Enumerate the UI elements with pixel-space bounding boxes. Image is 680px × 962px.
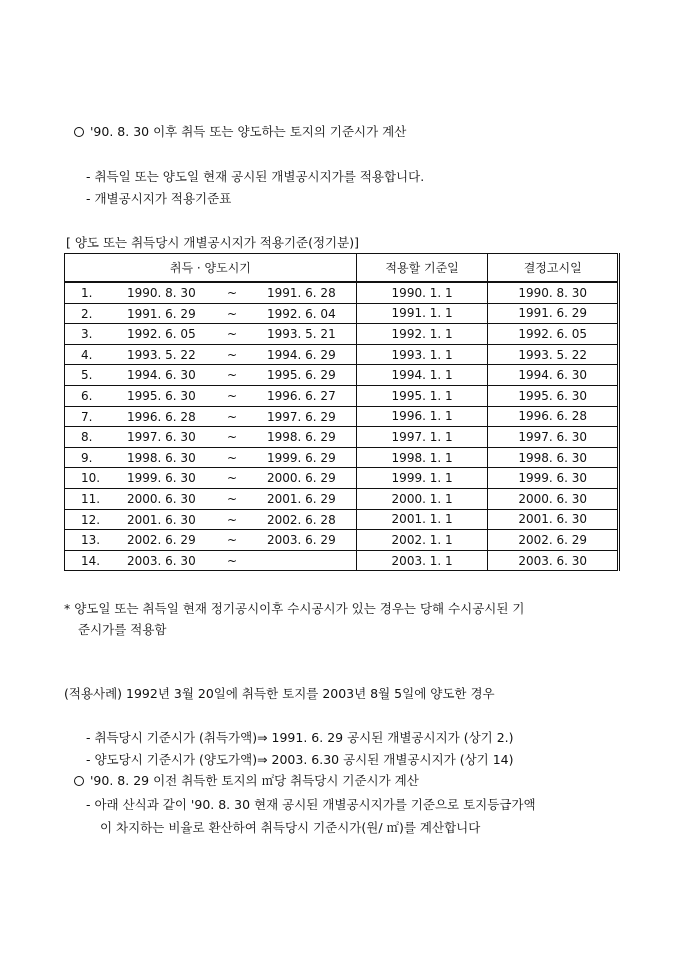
table-row xyxy=(65,468,619,489)
period-cell xyxy=(65,509,357,530)
table-row xyxy=(65,385,619,406)
period-to: 1993. 5. 21 xyxy=(267,327,336,342)
period-to: 1998. 6. 29 xyxy=(267,430,336,445)
period-from: 1997. 6. 30 xyxy=(127,430,196,445)
base-date-cell: 1997. 1. 1 xyxy=(356,427,488,448)
period-from: 1992. 6. 05 xyxy=(127,327,196,342)
period-cell xyxy=(65,385,357,406)
base-date-cell: 1995. 1. 1 xyxy=(356,385,488,406)
row-number: 14. xyxy=(81,553,101,568)
period-separator: ~ xyxy=(227,327,238,342)
header-base-date: 적용할 기준일 xyxy=(356,254,488,283)
period-from: 1996. 6. 28 xyxy=(127,409,196,424)
base-date-cell: 1996. 1. 1 xyxy=(356,406,488,427)
period-separator: ~ xyxy=(227,533,238,548)
base-date-cell: 1991. 1. 1 xyxy=(356,303,488,324)
official-land-price-table xyxy=(64,253,620,571)
section1-heading: '90. 8. 30 이후 취득 또는 양도하는 토지의 기준시가 계산 xyxy=(74,122,406,140)
period-separator: ~ xyxy=(227,388,238,403)
period-to: 1996. 6. 27 xyxy=(267,388,336,403)
period-from: 1991. 6. 29 xyxy=(127,306,196,321)
period-to: 2000. 6. 29 xyxy=(267,471,336,486)
period-cell xyxy=(65,488,357,509)
table-row xyxy=(65,488,619,509)
footnote-line-2: 준시가를 적용함 xyxy=(78,622,167,637)
notice-date-cell: 1997. 6. 30 xyxy=(488,427,619,448)
row-number: 2. xyxy=(81,306,93,321)
row-number: 12. xyxy=(81,512,101,527)
row-number: 4. xyxy=(81,347,93,362)
period-to: 1991. 6. 28 xyxy=(267,286,336,300)
notice-date-cell: 2000. 6. 30 xyxy=(488,488,619,509)
notice-date-cell: 1999. 6. 30 xyxy=(488,468,619,489)
period-cell xyxy=(65,427,357,448)
row-number: 10. xyxy=(81,471,101,486)
table-row xyxy=(65,530,619,551)
notice-date-cell: 1994. 6. 30 xyxy=(488,365,619,386)
period-separator: ~ xyxy=(227,450,238,465)
section2-item-line-2: 이 차지하는 비율로 환산하여 취득당시 기준시가(원/ ㎡)를 계산합니다 xyxy=(100,820,481,835)
base-date-cell: 1998. 1. 1 xyxy=(356,447,488,468)
period-cell xyxy=(65,530,357,551)
base-date-cell: 1993. 1. 1 xyxy=(356,344,488,365)
base-date-cell: 2001. 1. 1 xyxy=(356,509,488,530)
period-to: 1994. 6. 29 xyxy=(267,347,336,362)
period-separator: ~ xyxy=(227,347,238,362)
row-number: 1. xyxy=(81,286,93,300)
row-number: 5. xyxy=(81,368,93,383)
table-row xyxy=(65,550,619,571)
period-from: 1993. 5. 22 xyxy=(127,347,196,362)
notice-date-cell: 1993. 5. 22 xyxy=(488,344,619,365)
base-date-cell: 1994. 1. 1 xyxy=(356,365,488,386)
period-cell xyxy=(65,550,357,571)
row-number: 9. xyxy=(81,450,93,465)
period-to: 1995. 6. 29 xyxy=(267,368,336,383)
period-cell xyxy=(65,468,357,489)
base-date-cell: 2003. 1. 1 xyxy=(356,550,488,571)
base-date-cell: 1999. 1. 1 xyxy=(356,468,488,489)
notice-date-cell: 2002. 6. 29 xyxy=(488,530,619,551)
notice-date-cell: 1992. 6. 05 xyxy=(488,324,619,345)
example-title: (적용사례) 1992년 3월 20일에 취득한 토지를 2003년 8월 5일에 양도한 경우 xyxy=(64,686,495,701)
period-cell xyxy=(65,406,357,427)
table-row xyxy=(65,282,619,303)
period-from: 1995. 6. 30 xyxy=(127,388,196,403)
period-to: 2001. 6. 29 xyxy=(267,491,336,506)
table-row xyxy=(65,509,619,530)
example-item-2: - 양도당시 기준시가 (양도가액)⇒ 2003. 6.30 공시된 개별공시지가 (상기 14) xyxy=(86,752,514,767)
period-cell xyxy=(65,447,357,468)
period-separator: ~ xyxy=(227,553,238,568)
header-notice-date: 결정고시일 xyxy=(488,254,619,283)
table-header-row xyxy=(65,254,619,283)
table-row xyxy=(65,447,619,468)
period-from: 1994. 6. 30 xyxy=(127,368,196,383)
row-number: 7. xyxy=(81,409,93,424)
table-row xyxy=(65,303,619,324)
table-row xyxy=(65,406,619,427)
circle-bullet-icon xyxy=(74,127,84,137)
row-number: 13. xyxy=(81,533,101,548)
notice-date-cell: 1995. 6. 30 xyxy=(488,385,619,406)
period-separator: ~ xyxy=(227,471,238,486)
period-separator: ~ xyxy=(227,512,238,527)
period-from: 2000. 6. 30 xyxy=(127,491,196,506)
notice-date-cell: 1996. 6. 28 xyxy=(488,406,619,427)
circle-bullet-icon xyxy=(74,776,84,786)
period-to: 1999. 6. 29 xyxy=(267,450,336,465)
base-date-cell: 2002. 1. 1 xyxy=(356,530,488,551)
period-to: 1992. 6. 04 xyxy=(267,306,336,321)
row-number: 3. xyxy=(81,327,93,342)
period-to: 1997. 6. 29 xyxy=(267,409,336,424)
period-separator: ~ xyxy=(227,409,238,424)
period-separator: ~ xyxy=(227,368,238,383)
period-cell xyxy=(65,365,357,386)
table-caption: [ 양도 또는 취득당시 개별공시지가 적용기준(정기분)] xyxy=(66,235,359,250)
table-row xyxy=(65,365,619,386)
period-cell xyxy=(65,282,357,303)
period-separator: ~ xyxy=(227,286,238,300)
period-from: 2001. 6. 30 xyxy=(127,512,196,527)
row-number: 8. xyxy=(81,430,93,445)
notice-date-cell: 2003. 6. 30 xyxy=(488,550,619,571)
section2-item-line-1: - 아래 산식과 같이 '90. 8. 30 현재 공시된 개별공시지가를 기준으로 토지등급가액 xyxy=(86,797,536,812)
notice-date-cell: 1998. 6. 30 xyxy=(488,447,619,468)
row-number: 6. xyxy=(81,388,93,403)
notice-date-cell: 2001. 6. 30 xyxy=(488,509,619,530)
table-row xyxy=(65,324,619,345)
table-row xyxy=(65,427,619,448)
section1-item-1: - 취득일 또는 양도일 현재 공시된 개별공시지가를 적용합니다. xyxy=(86,169,425,184)
table-row xyxy=(65,344,619,365)
period-from: 2002. 6. 29 xyxy=(127,533,196,548)
base-date-cell: 1990. 1. 1 xyxy=(356,282,488,303)
period-from: 1999. 6. 30 xyxy=(127,471,196,486)
period-cell xyxy=(65,303,357,324)
row-number: 11. xyxy=(81,491,101,506)
base-date-cell: 2000. 1. 1 xyxy=(356,488,488,509)
section1-item-2: - 개별공시지가 적용기준표 xyxy=(86,191,232,206)
example-item-1: - 취득당시 기준시가 (취득가액)⇒ 1991. 6. 29 공시된 개별공시지가 (상기 2.) xyxy=(86,730,514,745)
period-separator: ~ xyxy=(227,491,238,506)
notice-date-cell: 1990. 8. 30 xyxy=(488,282,619,303)
base-date-cell: 1992. 1. 1 xyxy=(356,324,488,345)
period-to: 2002. 6. 28 xyxy=(267,512,336,527)
period-from: 1990. 8. 30 xyxy=(127,286,196,300)
period-cell xyxy=(65,344,357,365)
period-to: 2003. 6. 29 xyxy=(267,533,336,548)
period-from: 2003. 6. 30 xyxy=(127,553,196,568)
period-from: 1998. 6. 30 xyxy=(127,450,196,465)
section2-heading: '90. 8. 29 이전 취득한 토지의 ㎡당 취득당시 기준시가 계산 xyxy=(74,771,419,789)
footnote-line-1: * 양도일 또는 취득일 현재 정기공시이후 수시공시가 있는 경우는 당해 수시공시된 기 xyxy=(64,601,525,616)
header-period: 취득 · 양도시기 xyxy=(65,254,357,283)
period-cell xyxy=(65,324,357,345)
period-separator: ~ xyxy=(227,430,238,445)
notice-date-cell: 1991. 6. 29 xyxy=(488,303,619,324)
period-separator: ~ xyxy=(227,306,238,321)
